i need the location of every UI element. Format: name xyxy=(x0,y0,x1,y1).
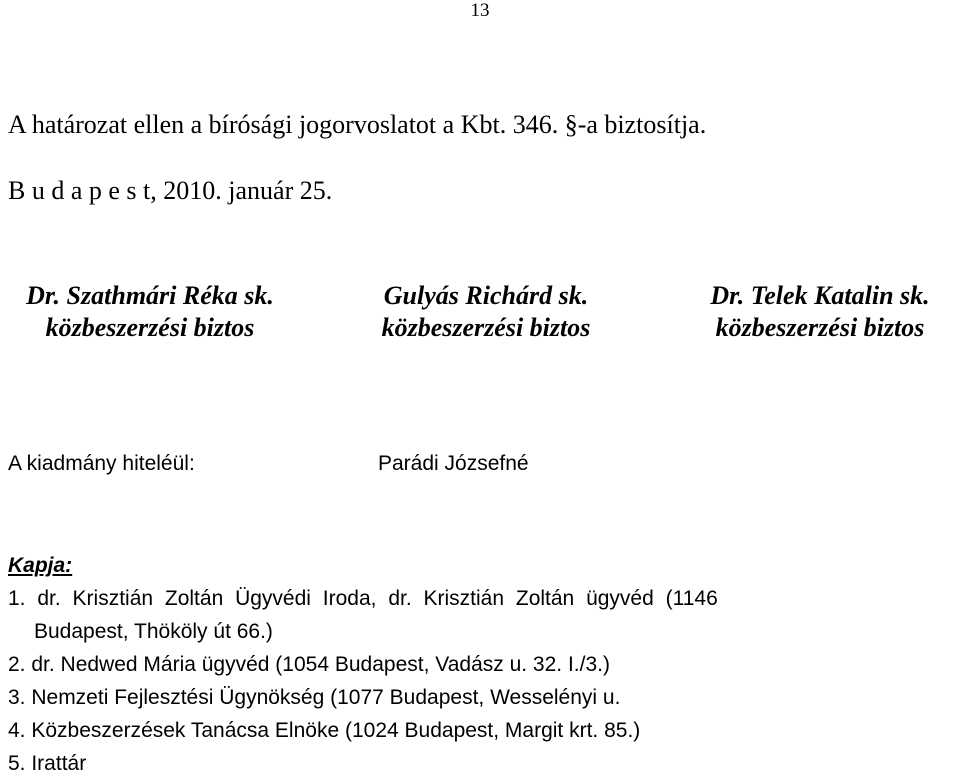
distribution-item-4: 4. Közbeszerzések Tanácsa Elnöke (1024 Budapest, Margit krt. 85.) xyxy=(8,719,641,742)
distribution-item-2: 2. dr. Nedwed Mária ügyvéd (1054 Budapest, Vadász u. 32. I./3.) xyxy=(8,653,610,676)
certification-name: Parádi Józsefné xyxy=(378,452,529,475)
signatory-3-name: Dr. Telek Katalin sk. xyxy=(710,281,930,310)
distribution-item-1-line-2: Budapest, Thököly út 66.) xyxy=(34,620,273,643)
distribution-item-5: 5. Irattár xyxy=(8,752,87,775)
certification-label: A kiadmány hiteléül: xyxy=(8,452,195,475)
distribution-item-1-line-1 xyxy=(8,587,958,611)
page-number: 13 xyxy=(470,0,490,21)
distribution-item-3: 3. Nemzeti Fejlesztési Ügynökség (1077 Budapest, Wesselényi u. xyxy=(8,686,621,709)
signatory-3-role: közbeszerzési biztos xyxy=(715,313,925,342)
signatory-2-name: Gulyás Richárd sk. xyxy=(383,281,589,310)
place-date: B u d a p e s t, 2010. január 25. xyxy=(8,176,333,205)
distribution-item-1-text: 1. dr. Krisztián Zoltán Ügyvédi Iroda, dr. Krisztián Zoltán ügyvéd (1146 xyxy=(8,587,718,610)
signatory-1-name: Dr. Szathmári Réka sk. xyxy=(26,281,274,310)
signatory-2-role: közbeszerzési biztos xyxy=(381,313,591,342)
legal-remedy-text: A határozat ellen a bírósági jogorvoslatot a Kbt. 346. §-a biztosítja. xyxy=(8,110,707,139)
signatory-1-role: közbeszerzési biztos xyxy=(45,313,255,342)
distribution-heading: Kapja: xyxy=(8,554,73,577)
